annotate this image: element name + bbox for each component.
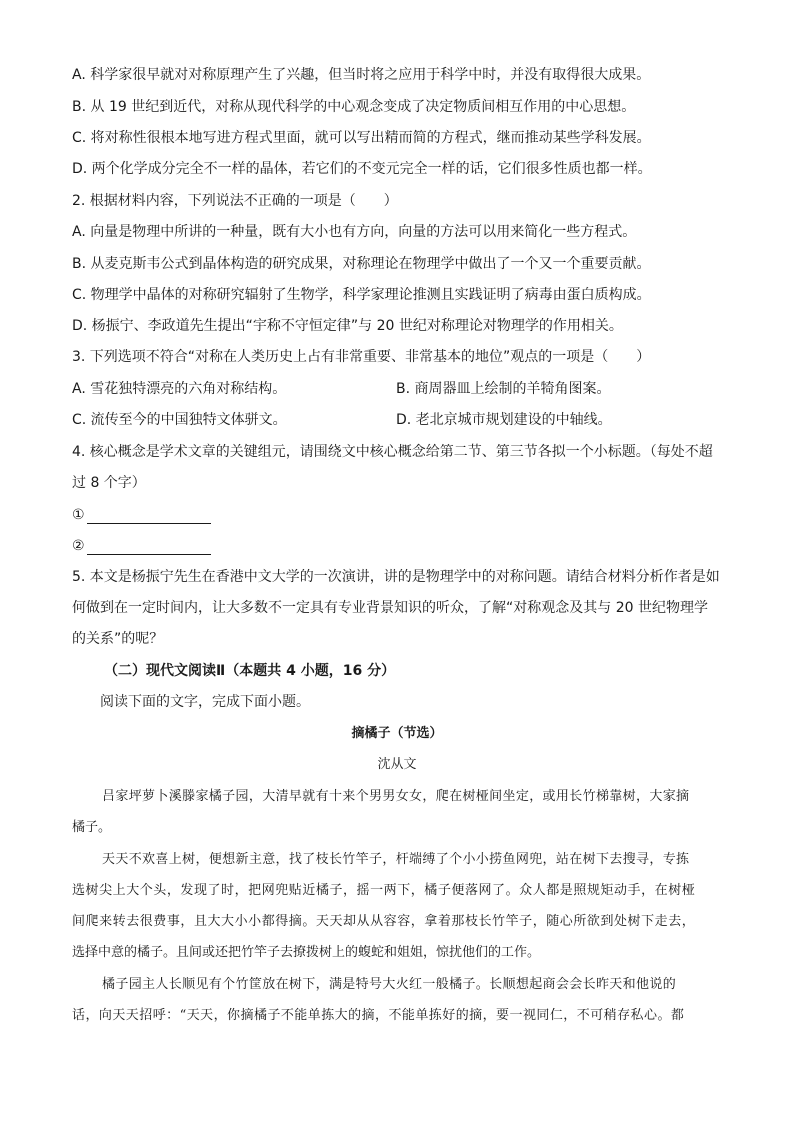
- blank-marker-2: ②: [72, 538, 85, 554]
- q5-line2: 何做到在一定时间内，让大多数不一定具有专业背景知识的听众，了解“对称观念及其与 20 世纪物理学: [72, 600, 708, 616]
- q1-option-a: A. 科学家很早就对对称原理产生了兴趣，但当时将之应用于科学中时，并没有取得很大成果。: [72, 67, 651, 83]
- q4-stem-line2: 过 8 个字）: [72, 475, 146, 491]
- story-author: 沈从文: [377, 757, 417, 772]
- story-line-2: 橘子。: [72, 820, 112, 835]
- section-heading: （二）现代文阅读Ⅱ（本题共 4 小题，16 分）: [104, 663, 396, 679]
- story-line-8: 话，向天天招呼：“天天，你摘橘子不能单拣大的摘，不能单拣好的摘，要一视同仁，不可稍存私心。都: [72, 1008, 685, 1023]
- q2-option-c: C. 物理学中晶体的对称研究辐射了生物学，科学家理论推测且实践证明了病毒由蛋白质构成。: [72, 287, 651, 303]
- q4-stem-line1: 4. 核心概念是学术文章的关键组元，请围绕文中核心概念给第二节、第三节各拟一个小标题。（每处不超: [72, 444, 713, 460]
- answer-blank-2[interactable]: [87, 540, 211, 555]
- blank-marker-1: ①: [72, 507, 85, 523]
- q1-option-b: B. 从 19 世纪到近代，对称从现代科学的中心观念变成了决定物质间相互作用的中心思想。: [72, 99, 636, 115]
- q3-option-d: D. 老北京城市规划建设的中轴线。: [396, 412, 612, 428]
- q4-blank-2: [72, 537, 211, 555]
- q1-option-c: C. 将对称性很根本地写进方程式里面，就可以写出精而简的方程式，继而推动某些学科发展。: [72, 130, 651, 146]
- story-line-1: 吕家坪萝卜溪滕家橘子园，大清早就有十来个男男女女，爬在树桠间坐定，或用长竹梯靠树，大家摘: [102, 789, 690, 804]
- section-instruction: 阅读下面的文字，完成下面小题。: [100, 694, 310, 710]
- story-line-6: 选择中意的橘子。且间或还把竹竿子去撩拨树上的蝮蛇和姐姐，惊扰他们的工作。: [72, 945, 541, 960]
- story-title: 摘橘子（节选）: [351, 726, 443, 741]
- story-line-7: 橘子园主人长顺见有个竹筐放在树下，满是特号大火红一般橘子。长顺想起商会会长昨天和他说的: [102, 977, 677, 992]
- q3-option-b: B. 商周器皿上绘制的羊犄角图案。: [396, 381, 611, 397]
- q2-option-d: D. 杨振宁、李政道先生提出“宇称不守恒定律”与 20 世纪对称理论对物理学的作用相关。: [72, 318, 623, 334]
- q1-option-d: D. 两个化学成分完全不一样的晶体，若它们的不变元完全一样的话，它们很多性质也都一样。: [72, 161, 652, 177]
- q2-stem: 2. 根据材料内容，下列说法不正确的一项是（ ）: [72, 193, 398, 209]
- q3-option-c: C. 流传至今的中国独特文体骈文。: [72, 412, 287, 428]
- q2-option-b: B. 从麦克斯韦公式到晶体构造的研究成果，对称理论在物理学中做出了一个又一个重要贡献。: [72, 256, 651, 272]
- story-line-3: 天天不欢喜上树，便想新主意，找了枝长竹竿子，杆端缚了个小小捞鱼网兜，站在树下去搜寻，专拣: [102, 852, 690, 867]
- story-line-5: 间爬来转去很费事，且大大小小都得摘。天天却从从容容，拿着那枝长竹竿子，随心所欲到处树下走去，: [72, 914, 696, 929]
- q2-option-a: A. 向量是物理中所讲的一种量，既有大小也有方向，向量的方法可以用来简化一些方程式。: [72, 224, 637, 240]
- answer-blank-1[interactable]: [87, 509, 211, 524]
- q3-stem: 3. 下列选项不符合“对称在人类历史上占有非常重要、非常基本的地位”观点的一项是（ ）: [72, 349, 651, 365]
- q5-line1: 5. 本文是杨振宁先生在香港中文大学的一次演讲，讲的是物理学中的对称问题。请结合材料分析作者是如: [72, 569, 720, 585]
- q5-line3: 的关系”的呢？: [72, 631, 164, 647]
- story-line-4: 选树尖上大个头，发现了时，把网兜贴近橘子，摇一两下，橘子便落网了。众人都是照规矩动手，在树桠: [72, 883, 696, 898]
- q3-option-a: A. 雪花独特漂亮的六角对称结构。: [72, 381, 287, 397]
- q4-blank-1: [72, 506, 211, 524]
